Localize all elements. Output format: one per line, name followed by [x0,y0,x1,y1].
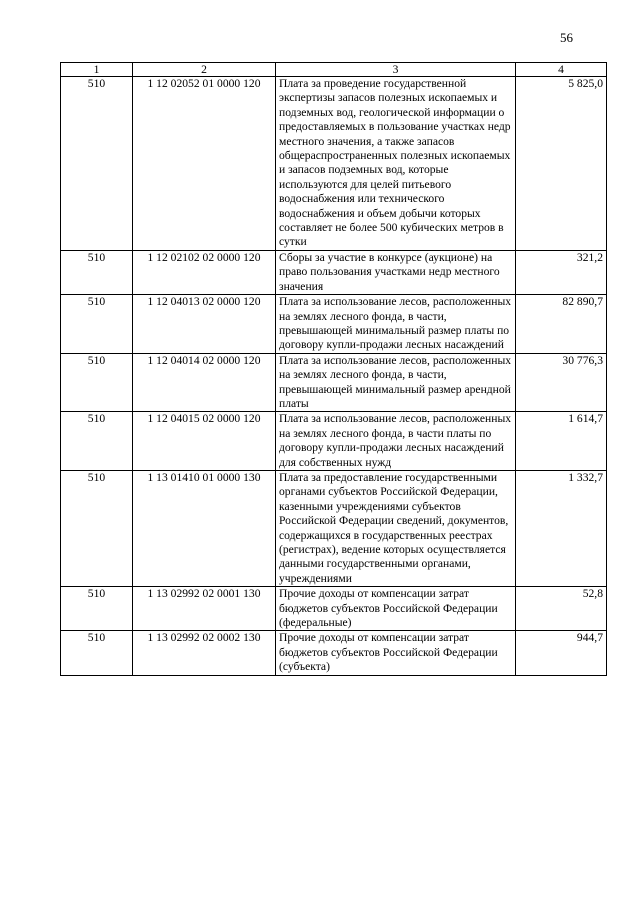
table-row [61,77,607,251]
header-col-4: 4 [516,63,607,77]
admin-code-cell: 510 [61,631,133,675]
admin-code-cell: 510 [61,587,133,631]
page-number: 56 [560,30,573,45]
revenue-name-cell: Плата за проведение государственной экспертизы запасов полезных ископаемых и подземных вод, геологической информации о предоставляемых в пользование участках недр местного значения, а также запасов общераспространенных полезных ископаемых и запасов подземных вод, которые используются для целей питьевого водоснабжения или технического водоснабжения и объем добычи которых составляет не более 500 кубических метров в сутки [276,77,516,251]
amount-cell: 30 776,3 [516,353,607,412]
table-row [61,470,607,586]
admin-code-cell: 510 [61,250,133,294]
revenue-name-cell: Сборы за участие в конкурсе (аукционе) на право пользования участками недр местного значения [276,250,516,294]
admin-code-cell: 510 [61,353,133,412]
amount-cell: 52,8 [516,587,607,631]
amount-cell: 321,2 [516,250,607,294]
table-row [61,412,607,471]
table-row [61,353,607,412]
table-row [61,587,607,631]
header-col-3: 3 [276,63,516,77]
revenue-name-cell: Плата за предоставление государственными органами субъектов Российской Федерации, казенными учреждениями субъектов Российской Федерации сведений, документов, содержащихся в государственных реестрах (регистрах), ведение которых осуществляется данными государственными органами, учреждениями [276,470,516,586]
revenue-code-cell: 1 12 04015 02 0000 120 [133,412,276,471]
revenue-table [60,62,607,676]
admin-code-cell: 510 [61,77,133,251]
admin-code-cell: 510 [61,470,133,586]
revenue-code-cell: 1 12 02102 02 0000 120 [133,250,276,294]
amount-cell: 944,7 [516,631,607,675]
header-row [61,63,607,77]
revenue-name-cell: Прочие доходы от компенсации затрат бюджетов субъектов Российской Федерации (субъекта) [276,631,516,675]
revenue-code-cell: 1 13 02992 02 0001 130 [133,587,276,631]
revenue-code-cell: 1 12 02052 01 0000 120 [133,77,276,251]
revenue-name-cell: Плата за использование лесов, расположенных на землях лесного фонда, в части платы по договору купли-продажи лесных насаждений для собственных нужд [276,412,516,471]
amount-cell: 5 825,0 [516,77,607,251]
revenue-code-cell: 1 12 04013 02 0000 120 [133,295,276,354]
header-col-1: 1 [61,63,133,77]
table-row [61,295,607,354]
admin-code-cell: 510 [61,412,133,471]
revenue-code-cell: 1 13 01410 01 0000 130 [133,470,276,586]
revenue-name-cell: Прочие доходы от компенсации затрат бюджетов субъектов Российской Федерации (федеральные) [276,587,516,631]
revenue-code-cell: 1 13 02992 02 0002 130 [133,631,276,675]
table-header [61,63,607,77]
table-body [61,77,607,676]
admin-code-cell: 510 [61,295,133,354]
revenue-code-cell: 1 12 04014 02 0000 120 [133,353,276,412]
revenue-name-cell: Плата за использование лесов, расположенных на землях лесного фонда, в части, превышающей минимальный размер платы по договору купли-продажи лесных насаждений [276,295,516,354]
table-row [61,631,607,675]
amount-cell: 1 332,7 [516,470,607,586]
header-col-2: 2 [133,63,276,77]
table-row [61,250,607,294]
revenue-name-cell: Плата за использование лесов, расположенных на землях лесного фонда, в части, превышающей минимальный размер арендной платы [276,353,516,412]
amount-cell: 1 614,7 [516,412,607,471]
amount-cell: 82 890,7 [516,295,607,354]
